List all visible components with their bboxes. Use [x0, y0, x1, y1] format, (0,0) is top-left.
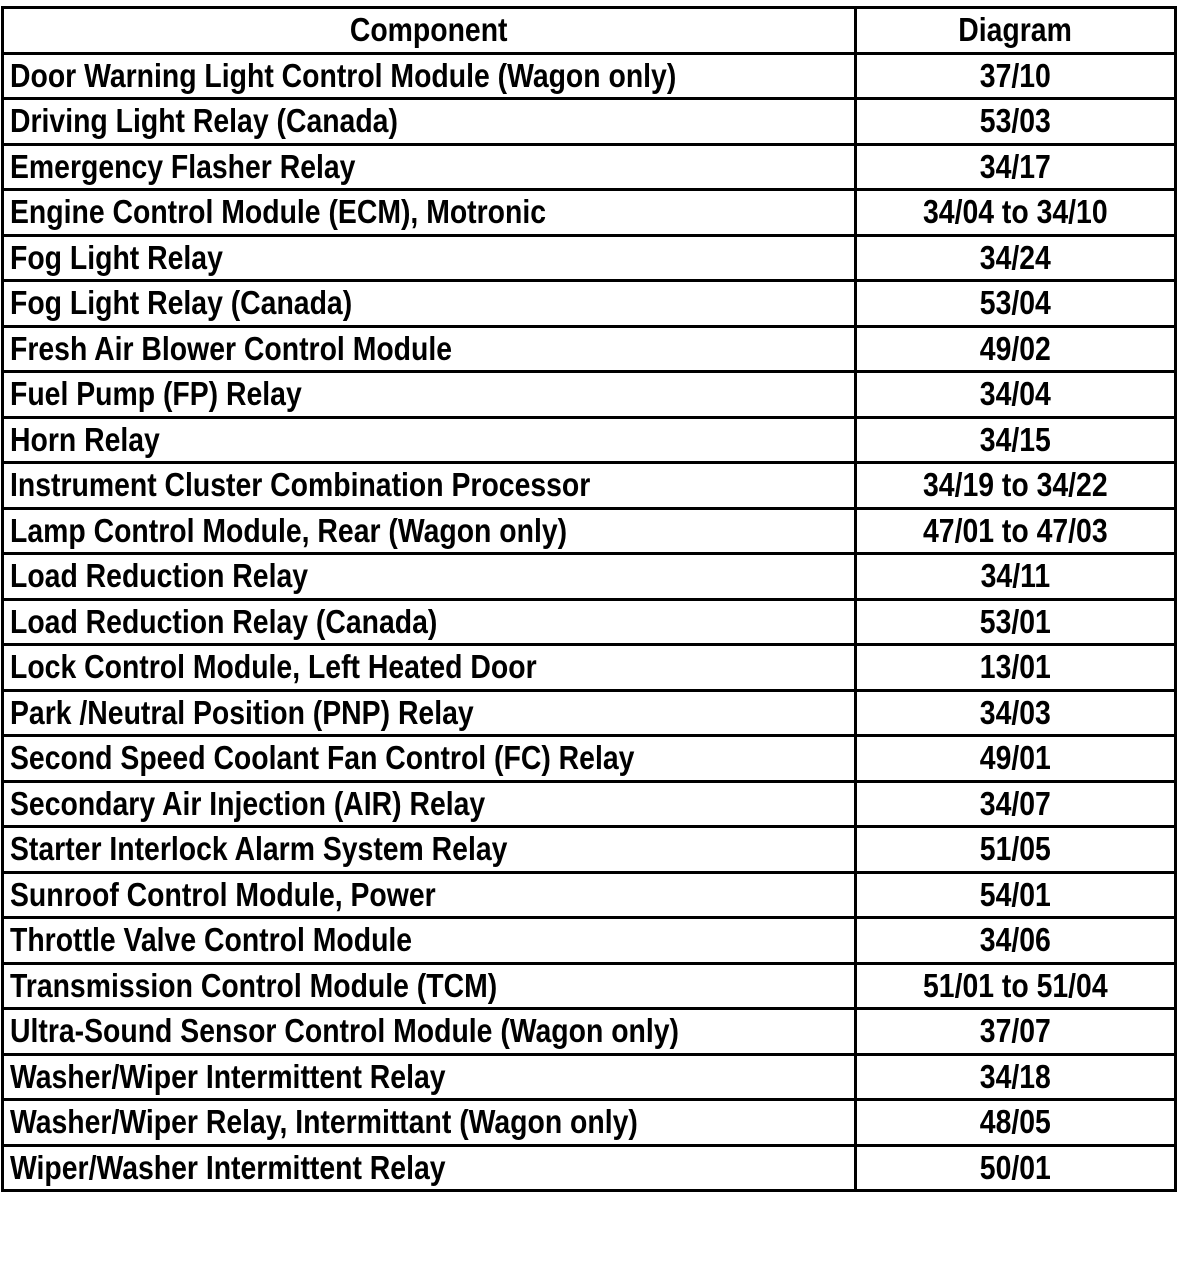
component-cell	[3, 99, 856, 145]
component-name: Wiper/Washer Intermittent Relay	[10, 1148, 446, 1186]
component-cell	[3, 690, 856, 736]
component-cell	[3, 144, 856, 190]
diagram-reference: 34/11	[980, 557, 1051, 595]
diagram-cell	[856, 781, 1176, 827]
component-name: Throttle Valve Control Module	[10, 921, 413, 959]
table-row	[3, 918, 1176, 964]
diagram-cell	[856, 190, 1176, 236]
component-cell	[3, 281, 856, 327]
diagram-cell	[856, 736, 1176, 782]
table-row	[3, 963, 1176, 1009]
diagram-reference: 34/06	[979, 921, 1052, 959]
diagram-cell	[856, 1054, 1176, 1100]
component-name: Engine Control Module (ECM), Motronic	[10, 193, 547, 231]
table-row	[3, 1100, 1176, 1146]
diagram-reference: 47/01 to 47/03	[923, 511, 1108, 549]
component-name: Secondary Air Injection (AIR) Relay	[10, 784, 486, 822]
diagram-cell	[856, 1100, 1176, 1146]
component-name: Fuel Pump (FP) Relay	[10, 375, 302, 413]
component-cell	[3, 963, 856, 1009]
component-name: Second Speed Coolant Fan Control (FC) Relay	[10, 739, 635, 777]
diagram-reference: 34/24	[979, 238, 1052, 276]
table-row	[3, 736, 1176, 782]
table-row	[3, 190, 1176, 236]
component-name: Starter Interlock Alarm System Relay	[10, 830, 508, 868]
table-row	[3, 372, 1176, 418]
component-cell	[3, 918, 856, 964]
component-cell	[3, 508, 856, 554]
component-header-label: Component	[350, 11, 508, 49]
diagram-reference: 49/02	[979, 329, 1052, 367]
diagram-reference: 50/01	[979, 1148, 1052, 1186]
component-name: Load Reduction Relay (Canada)	[10, 602, 438, 640]
table-row	[3, 235, 1176, 281]
component-column-header	[3, 8, 856, 54]
diagram-reference: 53/04	[979, 284, 1052, 322]
component-name: Driving Light Relay (Canada)	[10, 102, 398, 140]
component-name: Fog Light Relay	[10, 238, 223, 276]
component-cell	[3, 463, 856, 509]
diagram-cell	[856, 599, 1176, 645]
component-cell	[3, 736, 856, 782]
table-row	[3, 417, 1176, 463]
component-name: Lamp Control Module, Rear (Wagon only)	[10, 511, 568, 549]
component-cell	[3, 645, 856, 691]
table-row	[3, 281, 1176, 327]
diagram-reference: 48/05	[979, 1103, 1052, 1141]
diagram-reference: 37/07	[979, 1012, 1052, 1050]
diagram-cell	[856, 463, 1176, 509]
component-cell	[3, 827, 856, 873]
diagram-reference: 37/10	[979, 56, 1052, 94]
component-cell	[3, 53, 856, 99]
table-row	[3, 53, 1176, 99]
component-cell	[3, 1100, 856, 1146]
component-name: Lock Control Module, Left Heated Door	[10, 648, 537, 686]
diagram-cell	[856, 372, 1176, 418]
table-row	[3, 645, 1176, 691]
table-row	[3, 463, 1176, 509]
diagram-reference: 54/01	[979, 875, 1052, 913]
diagram-cell	[856, 235, 1176, 281]
diagram-cell	[856, 1145, 1176, 1191]
component-cell	[3, 1145, 856, 1191]
diagram-cell	[856, 99, 1176, 145]
table-row	[3, 326, 1176, 372]
component-cell	[3, 599, 856, 645]
diagram-reference: 34/19 to 34/22	[923, 466, 1108, 504]
diagram-reference: 34/17	[979, 147, 1052, 185]
diagram-cell	[856, 872, 1176, 918]
diagram-cell	[856, 690, 1176, 736]
diagram-reference: 51/01 to 51/04	[923, 966, 1108, 1004]
diagram-cell	[856, 281, 1176, 327]
table-row	[3, 144, 1176, 190]
component-diagram-table	[1, 6, 1177, 1192]
diagram-cell	[856, 1009, 1176, 1055]
diagram-cell	[856, 508, 1176, 554]
diagram-reference: 51/05	[979, 830, 1052, 868]
component-cell	[3, 235, 856, 281]
diagram-header-label: Diagram	[958, 11, 1073, 49]
table-body	[3, 53, 1176, 1191]
header-row	[3, 8, 1176, 54]
component-name: Transmission Control Module (TCM)	[10, 966, 498, 1004]
table-row	[3, 1145, 1176, 1191]
diagram-cell	[856, 963, 1176, 1009]
component-name: Washer/Wiper Intermittent Relay	[10, 1057, 446, 1095]
diagram-cell	[856, 554, 1176, 600]
diagram-column-header	[856, 8, 1176, 54]
component-name: Park /Neutral Position (PNP) Relay	[10, 693, 474, 731]
diagram-cell	[856, 53, 1176, 99]
component-name: Washer/Wiper Relay, Intermittant (Wagon only)	[10, 1103, 638, 1141]
component-cell	[3, 1009, 856, 1055]
component-cell	[3, 1054, 856, 1100]
table-row	[3, 690, 1176, 736]
component-cell	[3, 190, 856, 236]
diagram-reference: 13/01	[979, 648, 1052, 686]
component-name: Horn Relay	[10, 420, 160, 458]
component-cell	[3, 326, 856, 372]
diagram-reference: 34/04 to 34/10	[923, 193, 1108, 231]
table-row	[3, 781, 1176, 827]
table-row	[3, 599, 1176, 645]
diagram-reference: 34/03	[979, 693, 1052, 731]
component-name: Ultra-Sound Sensor Control Module (Wagon only)	[10, 1012, 679, 1050]
component-name: Fog Light Relay (Canada)	[10, 284, 353, 322]
diagram-reference: 34/15	[979, 420, 1052, 458]
component-name: Instrument Cluster Combination Processor	[10, 466, 591, 504]
diagram-cell	[856, 645, 1176, 691]
component-cell	[3, 372, 856, 418]
table-row	[3, 554, 1176, 600]
component-name: Emergency Flasher Relay	[10, 147, 356, 185]
diagram-reference: 53/03	[979, 102, 1052, 140]
diagram-reference: 34/18	[979, 1057, 1052, 1095]
table-row	[3, 1009, 1176, 1055]
component-name: Fresh Air Blower Control Module	[10, 329, 453, 367]
table-row	[3, 827, 1176, 873]
component-name: Door Warning Light Control Module (Wagon only)	[10, 56, 677, 94]
table-row	[3, 99, 1176, 145]
component-cell	[3, 872, 856, 918]
component-name: Load Reduction Relay	[10, 557, 309, 595]
diagram-cell	[856, 918, 1176, 964]
table-row	[3, 1054, 1176, 1100]
diagram-cell	[856, 326, 1176, 372]
diagram-reference: 53/01	[979, 602, 1052, 640]
diagram-cell	[856, 144, 1176, 190]
diagram-cell	[856, 417, 1176, 463]
component-cell	[3, 554, 856, 600]
table-header	[3, 8, 1176, 54]
component-cell	[3, 417, 856, 463]
diagram-reference: 34/07	[979, 784, 1052, 822]
component-cell	[3, 781, 856, 827]
diagram-reference: 34/04	[979, 375, 1052, 413]
diagram-cell	[856, 827, 1176, 873]
diagram-reference: 49/01	[979, 739, 1052, 777]
table-row	[3, 872, 1176, 918]
table-row	[3, 508, 1176, 554]
component-name: Sunroof Control Module, Power	[10, 875, 436, 913]
